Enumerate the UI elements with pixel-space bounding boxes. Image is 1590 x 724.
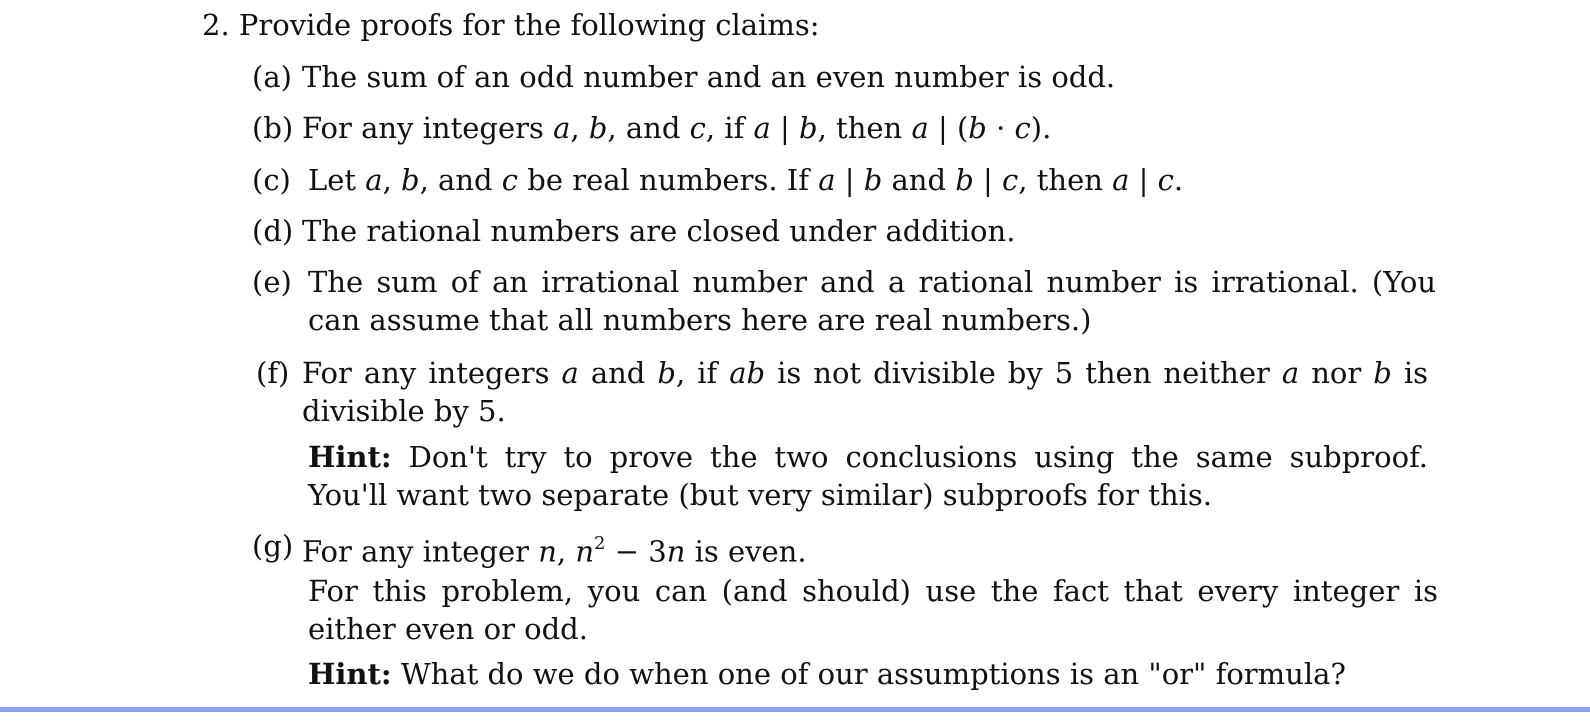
- item-a-text: The sum of an odd number and an even number is odd.: [302, 60, 1116, 94]
- item-d-label: (d): [252, 214, 294, 248]
- item-g-note: For this problem, you can (and should) use the fact that every integer is either even or odd.: [308, 574, 1438, 646]
- hint-label: Hint:: [308, 440, 392, 474]
- item-g-hint: Hint: What do we do when one of our assumptions is an "or" formula?: [308, 657, 1346, 691]
- bottom-rule: [0, 707, 1590, 712]
- item-b-label: (b): [252, 111, 294, 145]
- item-g-text: For any integer n, $n^2 - 3n$ is even.: [302, 533, 807, 569]
- item-f-text: For any integers a and b, if ab is not divisible by 5 then neither a nor b is divisible by 5.: [302, 356, 1429, 428]
- item-f-label: (f): [256, 356, 290, 390]
- item-a-label: (a): [252, 60, 292, 94]
- item-f-hint: Hint: Don't try to prove the two conclusions using the same subproof. You'll want two separate (but very similar) subproofs for this.: [308, 440, 1429, 512]
- hint-label: Hint:: [308, 657, 392, 691]
- item-b-text: For any integers a, b, and c, if a | b, then a | (b · c).: [302, 111, 1052, 145]
- item-g-label: (g): [252, 529, 294, 563]
- item-c-text: Let a, b, and c be real numbers. If a | b and b | c, then a | c.: [308, 163, 1184, 197]
- problem-heading: 2. Provide proofs for the following claims:: [202, 8, 820, 42]
- item-c-label: (c): [252, 163, 291, 197]
- item-e-text: The sum of an irrational number and a rational number is irrational. (You can assume that all numbers here are real numbers.): [308, 265, 1436, 337]
- item-e-label: (e): [252, 265, 292, 299]
- item-d-text: The rational numbers are closed under addition.: [302, 214, 1016, 248]
